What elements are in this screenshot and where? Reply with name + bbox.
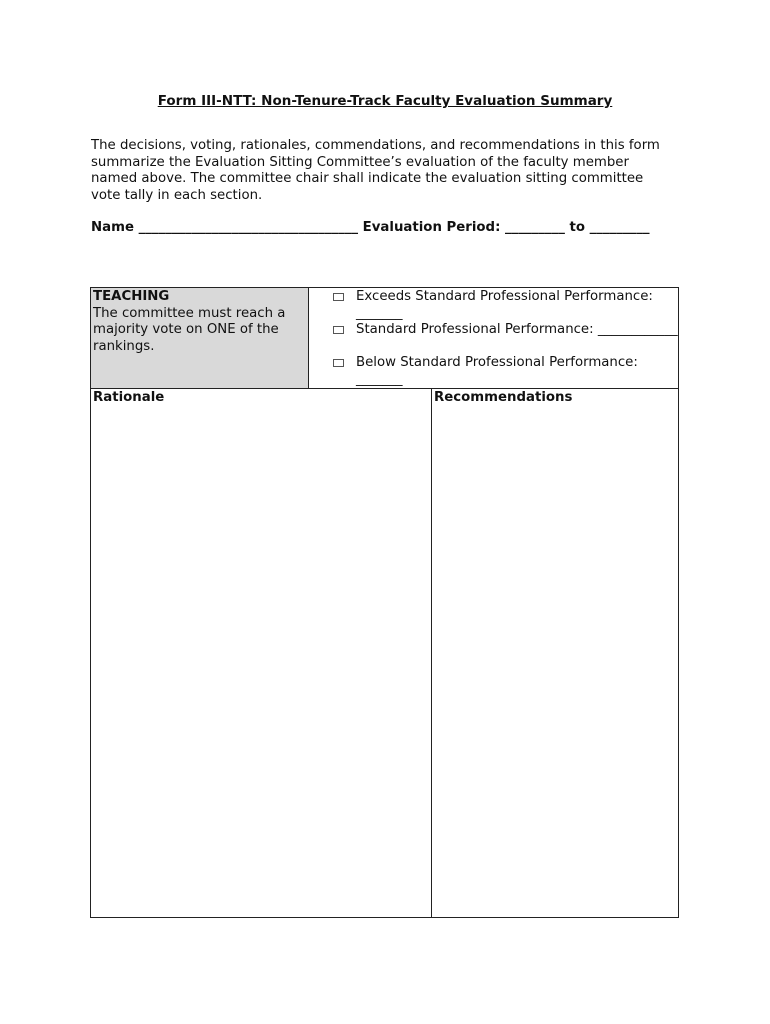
ranking-label: Standard Professional Performance:	[356, 322, 594, 337]
teaching-cell	[91, 288, 309, 388]
ranking-label: Exceeds Standard Professional Performance:	[356, 289, 653, 304]
ranking-standard-text	[356, 322, 686, 339]
period-start-blank[interactable]: _________	[505, 220, 565, 235]
name-blank[interactable]: _________________________________	[138, 220, 359, 235]
checkbox[interactable]	[333, 293, 344, 301]
teaching-heading: TEACHING	[93, 289, 170, 304]
recommendations-column-header: Recommendations	[434, 390, 573, 405]
ranking-below-text	[356, 355, 686, 388]
vote-tally-blank[interactable]: ____________	[597, 322, 678, 337]
teaching-note: The committee must reach a majority vote on ONE of the rankings.	[93, 305, 286, 354]
table-divider-horizontal	[91, 388, 678, 389]
teaching-evaluation-table	[90, 287, 679, 918]
to-label: to	[569, 220, 586, 235]
name-label: Name	[91, 220, 134, 235]
name-period-line	[91, 220, 681, 237]
period-end-blank[interactable]: _________	[589, 220, 650, 235]
ranking-label: Below Standard Professional Performance:	[356, 355, 638, 370]
checkbox[interactable]	[333, 359, 344, 367]
vote-tally-blank[interactable]: _______	[356, 305, 403, 321]
rationale-column-header: Rationale	[93, 390, 165, 405]
intro-paragraph: The decisions, voting, rationales, commendations, and recommendations in this form summarize the Evaluation Sitting Committee’s evaluation of the faculty member named above. The committee chair shall indicate the evaluation sitting committee vote tally in each section.	[91, 138, 660, 203]
evaluation-period-label: Evaluation Period:	[362, 220, 501, 235]
vote-tally-blank[interactable]: _______	[356, 371, 403, 387]
page-title: Form III-NTT: Non-Tenure-Track Faculty Evaluation Summary	[157, 93, 613, 109]
ranking-exceeds-text	[356, 289, 686, 322]
checkbox[interactable]	[333, 326, 344, 334]
rankings-cell	[309, 288, 678, 388]
table-divider-vertical	[431, 388, 432, 917]
